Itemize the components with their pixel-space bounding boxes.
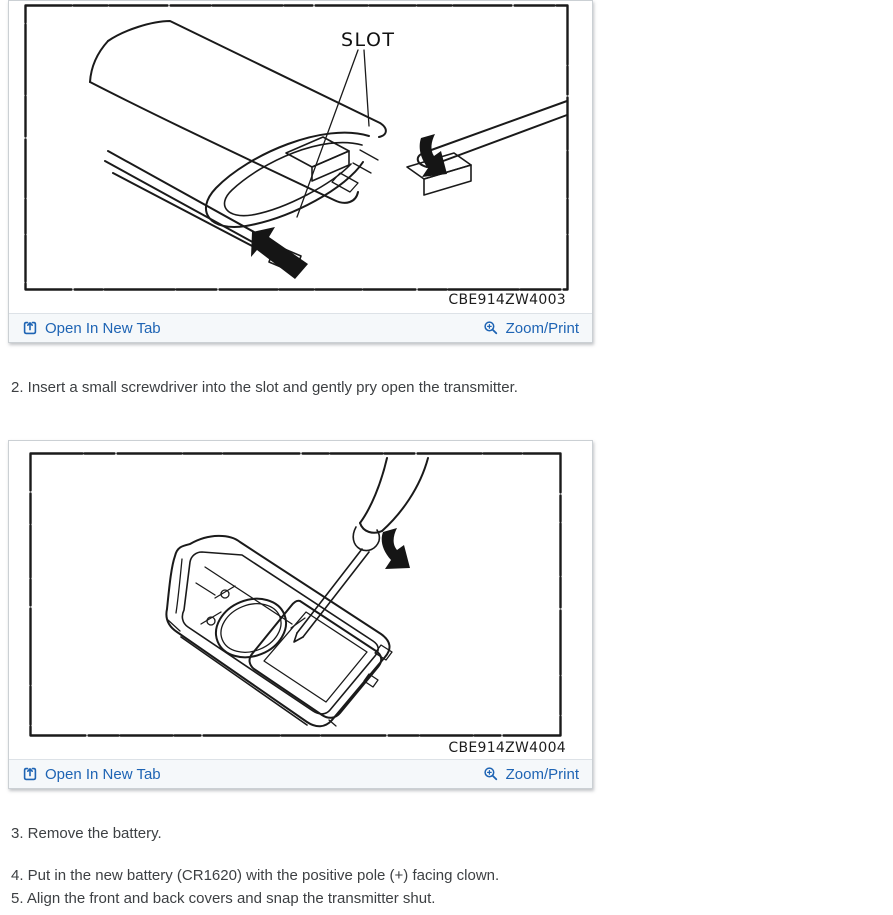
case-lines [166,536,392,726]
pry-direction-arrow [382,528,410,569]
step-3-text: 3. Remove the battery. [11,825,162,842]
figure-2-zoom-print-link[interactable] [483,766,579,783]
zoom-plus-icon [483,320,499,336]
figure-2-drawing-open-transmitter [29,452,562,737]
figure-1-toolbar [9,313,592,342]
arrow-down-right-icon [382,528,410,569]
figure-1-zoom-print-link[interactable] [483,320,579,337]
slot-label: SLOT [341,29,396,51]
open-in-new-tab-label: Open In New Tab [45,765,161,783]
figure-1-code: CBE914ZW4003 [448,292,566,308]
figure-2-open-in-new-tab-link[interactable] [22,766,161,783]
figure-2-image-area [9,441,592,759]
open-in-new-tab-icon [22,766,38,782]
step-2-text: 2. Insert a small screwdriver into the slot and gently pry open the transmitter. [11,379,518,396]
step-4-text: 4. Put in the new battery (CR1620) with the positive pole (+) facing clown. [11,867,500,884]
figure-2-code: CBE914ZW4004 [448,740,566,756]
open-in-new-tab-icon [22,320,38,336]
figure-panel-1 [8,0,593,343]
zoom-print-label: Zoom/Print [505,319,579,337]
open-in-new-tab-label: Open In New Tab [45,319,161,337]
zoom-print-label: Zoom/Print [505,765,579,783]
transmitter-body-lines [90,21,567,273]
zoom-plus-icon [483,766,499,782]
figure-1-image-area [9,1,592,313]
arrow-up-left-icon [251,227,308,279]
figure-1-open-in-new-tab-link[interactable] [22,320,161,337]
figure-2-toolbar [9,759,592,788]
step-5-text: 5. Align the front and back covers and snap the transmitter shut. [11,890,436,907]
screwdriver-lines [294,458,428,642]
figure-1-drawing-transmitter-slot [24,4,569,291]
drawing-frame [26,6,568,290]
drawing-frame [31,454,561,736]
figure-panel-2 [8,440,593,789]
